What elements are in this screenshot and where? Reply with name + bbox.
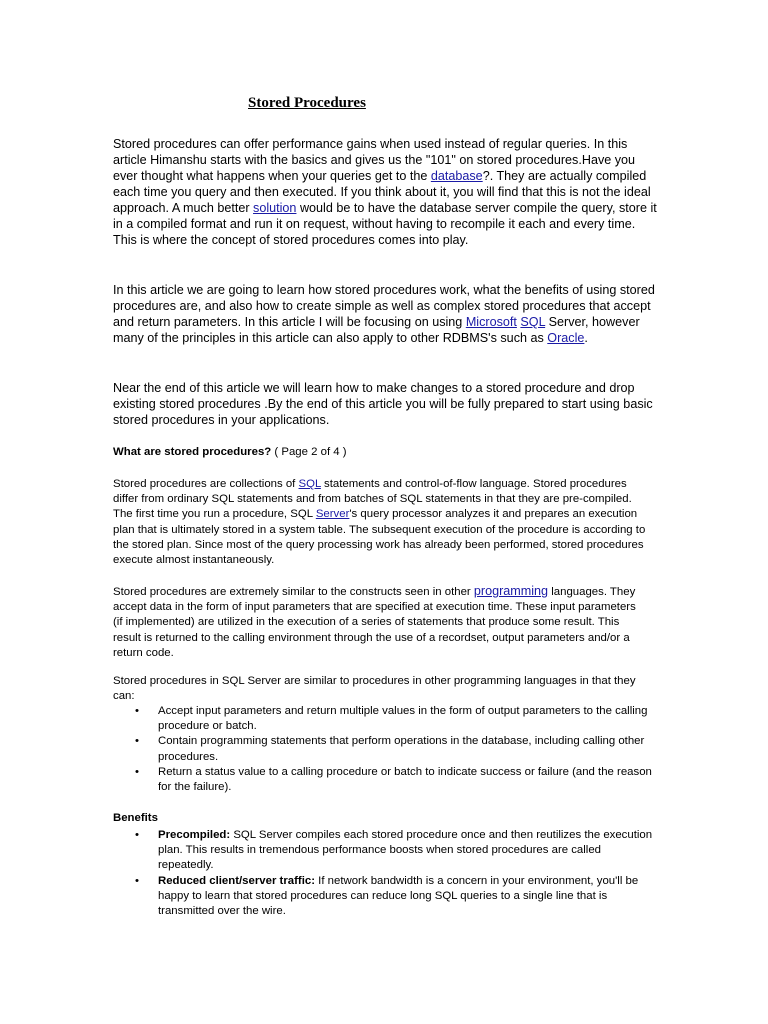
link-solution[interactable]: solution (253, 201, 297, 215)
section-paragraph-2 (113, 584, 648, 661)
section-paragraph-1 (113, 477, 648, 568)
benefits-list (113, 828, 653, 919)
list-item (113, 704, 653, 734)
bullet-icon: • (135, 705, 139, 717)
link-server[interactable]: Server (315, 508, 350, 521)
section-heading (113, 445, 648, 460)
page-indicator: ( Page 2 of 4 ) (271, 446, 347, 458)
benefit-label: Reduced client/server traffic: (158, 874, 315, 887)
capabilities-list (113, 704, 653, 795)
benefit-text: SQL Server compiles each stored procedure once and then reutilizes the execution plan. This results in tremendous performance boosts when stored procedures are called repeatedly. (158, 829, 653, 872)
list-item-text: Accept input parameters and return multiple values in the form of output parameters to the calling procedure or batch. (158, 705, 648, 733)
list-item (113, 828, 653, 874)
section-paragraph-3: Stored procedures in SQL Server are similar to procedures in other programming languages in that they can: (113, 675, 636, 703)
text-run: Server, however many of the principles in this article can also apply to other RDBMS's such as (113, 315, 640, 345)
link-oracle[interactable]: Oracle (547, 331, 585, 345)
bullet-icon: • (135, 874, 139, 887)
text-run: In this article we are going to learn how stored procedures work, what the benefits of using stored procedures are, and also how to create simple as well as complex stored procedures that accept and return parameters. In this article I will be focusing on using (113, 283, 655, 329)
intro-paragraph-3: Near the end of this article we will learn how to make changes to a stored procedure and drop existing stored procedures .By the end of this article you will be fully prepared to start using basic stored procedures in your applications. (113, 381, 653, 427)
text-run: languages. They accept data in the form of input parameters that are specified at execution time. These input parameters (if implemented) are utilized in the execution of a series of statements that produce some result. This result is returned to the calling environment through the use of a recordset, output parameters and/or a return code. (113, 586, 636, 659)
text-run: Stored procedures are collections of (113, 478, 299, 490)
benefit-label: Precompiled: (158, 829, 231, 841)
bullet-icon: • (135, 765, 139, 778)
bullet-icon: • (135, 735, 139, 748)
list-item (113, 874, 653, 920)
list-item-text: Contain programming statements that perform operations in the database, including calling other procedures. (158, 735, 645, 763)
text-run: statements and control-of-flow language. Stored procedures differ from ordinary SQL statements and from batches of SQL statements in that they are pre-compiled. The first time you run a procedure, SQL (113, 478, 632, 521)
link-database[interactable]: database (430, 169, 483, 183)
section-heading-title: What are stored procedures? (113, 446, 272, 458)
text-run: 's query processor analyzes it and prepares an execution plan that is ultimately stored in a system table. The subsequent execution of the procedure is according to the stored plan. Since most of the query processing work has already been performed, stored procedures execute almost instantaneously. (113, 508, 646, 567)
link-sql-2[interactable]: SQL (298, 478, 321, 490)
text-run: . (584, 331, 588, 345)
intro-paragraph-1 (113, 136, 658, 248)
benefits-heading: Benefits (113, 812, 158, 824)
text-run: Stored procedures are extremely similar to the constructs seen in other (113, 586, 474, 598)
list-item (113, 765, 653, 795)
list-item-text: Return a status value to a calling procedure or batch to indicate success or failure (and the reason for the failure). (158, 765, 652, 794)
text-run: Stored procedures can offer performance gains when used instead of regular queries. In this article Himanshu starts with the basics and gives us the "101" on stored procedures.Have you ever thought what happens when your queries get to the (113, 137, 636, 183)
intro-paragraph-2 (113, 282, 658, 346)
document-title: Stored Procedures (248, 95, 366, 111)
list-item (113, 734, 653, 764)
text-run: would be to have the database server compile the query, store it in a compiled format and run it on request, without having to recompile it each and every time. This is where the concept of stored procedures comes into play. (113, 201, 657, 247)
link-sql[interactable]: SQL (520, 315, 546, 329)
link-programming[interactable]: programming (473, 584, 549, 598)
text-run: ?. They are actually compiled each time you query and then executed. If you think about it, you will find that this is not the ideal approach. A much better (113, 169, 651, 215)
benefit-text: If network bandwidth is a concern in your environment, you'll be happy to learn that stored procedures can reduce long SQL queries to a single line that is transmitted over the wire. (158, 874, 639, 918)
link-microsoft[interactable]: Microsoft (465, 315, 517, 329)
bullet-icon: • (135, 829, 139, 841)
